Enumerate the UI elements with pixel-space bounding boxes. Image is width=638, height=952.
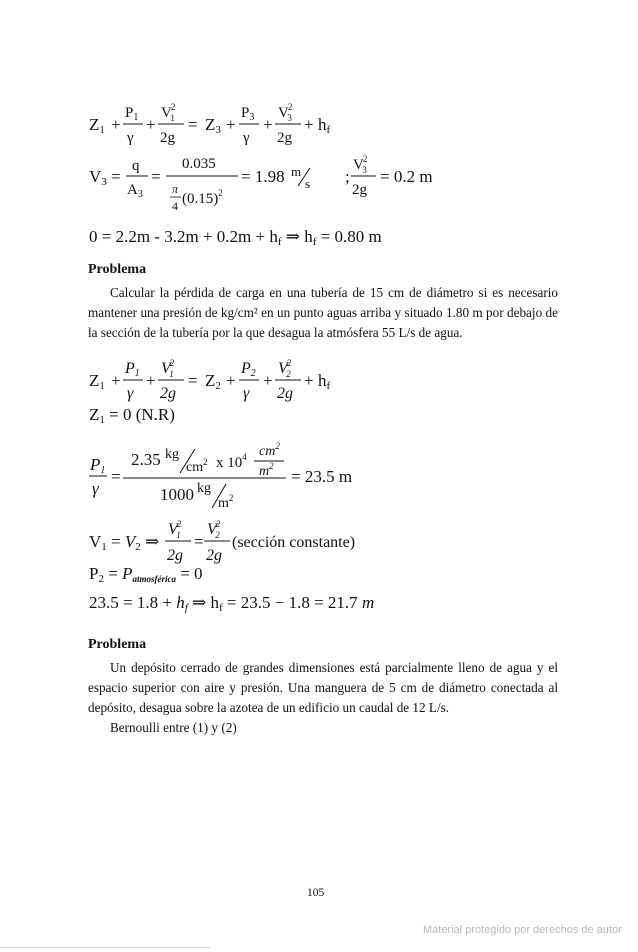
svg-text:(0.15)2: $(0.15)^2$ bbox=[182, 188, 223, 207]
svg-text:hf: hf bbox=[318, 115, 331, 136]
svg-text:0.035: 0.035 bbox=[182, 156, 216, 172]
svg-text:m2: $m^2$ bbox=[218, 493, 234, 511]
svg-text:A3: $A_3$ bbox=[127, 182, 143, 200]
svg-text:m2: $m^2$ bbox=[259, 461, 274, 479]
svg-text:V23: V2 3 bbox=[278, 102, 293, 123]
svg-text:P2: P2 bbox=[241, 360, 256, 379]
svg-text:23.5 = 1.8 + hf ⇒ hf = 23.5 −: 23.5 = 1.8 + hf ⇒ hf = 23.5 − 1.8 = 21.7 m bbox=[89, 593, 375, 614]
problem-2-bernoulli-line bbox=[88, 718, 558, 738]
svg-text:V1 = V2 ⇒: V1 = V2 ⇒ bbox=[89, 532, 160, 553]
svg-text:+: + bbox=[304, 371, 314, 390]
svg-text:Z1: Z1 bbox=[89, 371, 105, 392]
svg-text:2.35: 2.35 bbox=[131, 450, 161, 469]
svg-text:Z1 = 0 (N.R): Z1 = 0 (N.R) bbox=[89, 405, 175, 426]
svg-text:V21: V2 1 bbox=[161, 102, 176, 123]
svg-text:+: + bbox=[111, 371, 121, 390]
bernoulli-equation-1-3 bbox=[89, 102, 331, 146]
svg-text:γ: γ bbox=[127, 385, 134, 402]
svg-text:V3: V3 bbox=[89, 167, 107, 188]
svg-text:2g: 2g bbox=[277, 130, 292, 146]
svg-text:kg: kg bbox=[165, 447, 179, 462]
svg-text:2g: 2g bbox=[167, 547, 183, 564]
svg-text:+: + bbox=[111, 115, 121, 134]
svg-text:+: + bbox=[304, 115, 314, 134]
svg-text:0 = 2.2m - 3.2m + 0.2m + hf ⇒: 0 = 2.2m - 3.2m + 0.2m + hf ⇒ hf = 0.80 m bbox=[89, 227, 382, 248]
svg-text:=: = bbox=[194, 532, 204, 551]
reference-level-equation bbox=[89, 405, 175, 426]
svg-text:Z3: Z3 bbox=[205, 115, 221, 136]
svg-text:γ: γ bbox=[92, 479, 99, 498]
svg-text:V21: V2 1 bbox=[161, 358, 175, 379]
svg-text:=: = bbox=[111, 167, 121, 186]
svg-text:q: q bbox=[132, 158, 140, 174]
svg-text:= 1.98: = 1.98 bbox=[241, 167, 285, 186]
svg-text:+: + bbox=[146, 371, 156, 390]
svg-text:2g: 2g bbox=[206, 547, 222, 564]
svg-text:m: m bbox=[291, 164, 302, 179]
svg-text:P1: P1 bbox=[90, 455, 106, 476]
problem-1-text: Calcular la pérdida de carga en una tubería de 15 cm de diámetro si es necesario mantener una presión de kg/cm² en un punto aguas arriba y situado 1.80 m por debajo de la sección de la tubería por la que desagua la atmósfera 55 L/s de agua. bbox=[88, 285, 558, 340]
velocity-v3-equation bbox=[89, 156, 310, 213]
velocity-head-equation bbox=[345, 154, 433, 198]
svg-text:2g: 2g bbox=[352, 182, 367, 198]
svg-text:=: = bbox=[151, 167, 161, 186]
svg-text:2g: 2g bbox=[277, 385, 293, 402]
pressure-head-equation bbox=[89, 441, 352, 511]
svg-text:2g: 2g bbox=[160, 130, 175, 146]
svg-text:kg: kg bbox=[197, 481, 211, 496]
svg-text:cm2: $cm^2$ bbox=[259, 441, 280, 459]
problem-2-heading: Problema bbox=[88, 637, 147, 652]
svg-text:s: s bbox=[305, 176, 311, 191]
svg-text:=: = bbox=[188, 115, 198, 134]
head-loss-result-equation bbox=[89, 227, 382, 248]
svg-text:γ: γ bbox=[243, 385, 250, 402]
svg-text:Z1: Z1 bbox=[89, 115, 105, 136]
svg-text:;: ; bbox=[345, 167, 350, 186]
svg-text:V22: V2 2 bbox=[278, 358, 292, 379]
svg-text:+: + bbox=[263, 371, 273, 390]
svg-text:=: = bbox=[111, 467, 121, 486]
final-head-loss-equation bbox=[89, 593, 374, 614]
svg-text:hf: hf bbox=[318, 371, 331, 392]
bernoulli-between-label: Bernoulli entre (1) y (2) bbox=[110, 720, 237, 735]
svg-text:V23: V2 3 bbox=[353, 154, 368, 175]
page-number: 105 bbox=[307, 887, 325, 899]
problem-1-heading: Problema bbox=[88, 262, 147, 277]
svg-text:P3: $P_3$ bbox=[241, 105, 255, 123]
svg-text:P2 = Patmosférica = 0: P2 = Patmosférica = 0 bbox=[89, 564, 203, 585]
svg-text:x 104: x $10^4$ bbox=[216, 452, 247, 471]
bernoulli-equation-1-2 bbox=[89, 358, 331, 402]
svg-text:4: 4 bbox=[172, 199, 178, 213]
svg-text:cm2: $cm^2$ bbox=[186, 457, 208, 475]
svg-text:= 0.2 m: = 0.2 m bbox=[380, 167, 433, 186]
svg-text:+: + bbox=[263, 115, 273, 134]
bottom-divider bbox=[0, 947, 210, 948]
svg-text:1000: 1000 bbox=[160, 485, 194, 504]
svg-text:+: + bbox=[146, 115, 156, 134]
svg-text:γ: γ bbox=[127, 130, 134, 146]
svg-text:V21: V2 1 bbox=[168, 519, 182, 540]
svg-text:P1: P1 bbox=[125, 360, 140, 379]
copyright-watermark: Material protegido por derechos de autor bbox=[423, 924, 622, 936]
problem-2-statement bbox=[88, 658, 558, 718]
problem-1-statement bbox=[88, 283, 558, 343]
atmospheric-pressure-equation bbox=[89, 564, 203, 585]
svg-text:γ: γ bbox=[243, 130, 250, 146]
svg-text:P1: $P_1$ bbox=[125, 105, 139, 123]
svg-text:=: = bbox=[188, 371, 198, 390]
equal-velocity-equation bbox=[89, 519, 355, 564]
svg-text:V22: V2 2 bbox=[207, 519, 221, 540]
svg-text:Z2: Z2 bbox=[205, 371, 221, 392]
svg-text:2g: 2g bbox=[160, 385, 176, 402]
svg-text:(sección constante): (sección constante) bbox=[232, 534, 356, 551]
svg-text:+: + bbox=[226, 115, 236, 134]
svg-text:= 23.5 m: = 23.5 m bbox=[291, 467, 353, 486]
svg-text:+: + bbox=[226, 371, 236, 390]
svg-text:π: π bbox=[172, 182, 179, 196]
problem-2-text: Un depósito cerrado de grandes dimensiones está parcialmente lleno de agua y el espacio superior con aire y presión. Una manguera de 5 cm de diámetro conectada al depósito, desagua sobre la azotea de un edificio un caudal de 12 L/s. bbox=[88, 660, 558, 715]
